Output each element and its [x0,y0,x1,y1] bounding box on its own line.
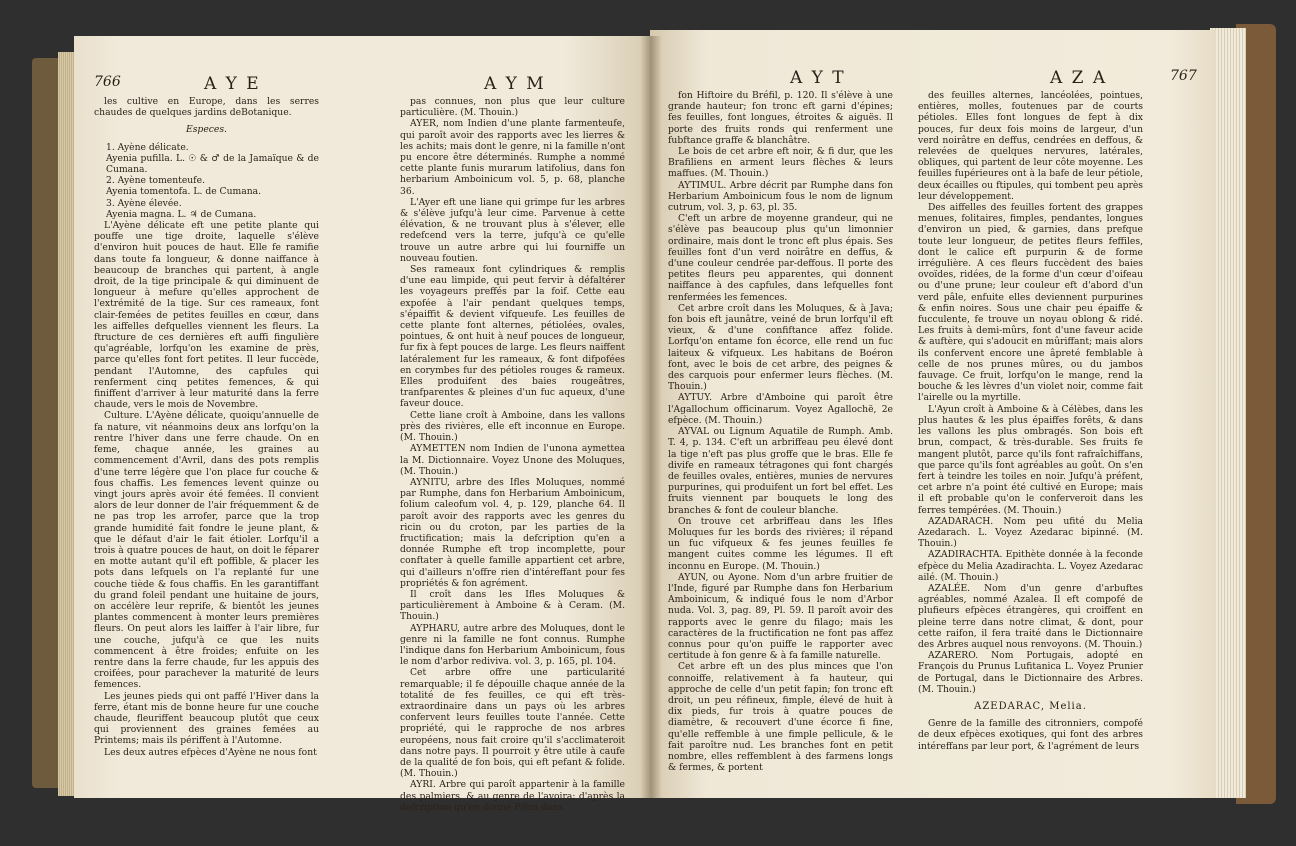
text-paragraph: 3. Ayène élevée. [106,197,182,209]
text-paragraph: 2. Ayène tomenteufe. [106,175,205,187]
text-paragraph: AYPHARU, autre arbre des Moluques, dont le genre ni la famille ne font connus. Rumphe l'indique dans fon Herbarium Amboinicum, fous le nom d'arbor rediviva. vol. 3, p. 165, pl. 104. [400,622,625,668]
text-paragraph: Le bois de cet arbre eft noir, & fi dur, que les Brafiliens en arment leurs flèches & leurs maffues. (M. Thouin.) [668,146,893,180]
text-paragraph: AYER, nom Indien d'une plante farmenteufe, qui paroît avoir des rapports avec les lierres & les achits; mais dont le genre, ni la famille n'ont pu encore être déterminés. Rumphe a nommé cette plante funis murarum latifolius, dans fon herbarium Amboinicum vol. 5, p. 68, planche 36. [400,118,625,197]
text-paragraph: AYTUY. Arbre d'Amboine qui paroît être l'Agallochum officinarum. Voyez Agallochë, 2e efpèce. (M. Thouin.) [668,392,893,426]
text-paragraph: On trouve cet arbriffeau dans les Ifles Moluques fur les bords des rivières; il répand un fuc vifqueux & fes jeunes feuilles fe mangent cuites comme les légumes. Il eft inconnu en Europe. (M. Thouin.) [668,515,893,572]
text-paragraph: fon Hiftoire du Bréfil, p. 120. Il s'élève à une grande hauteur; fon tronc eft garni d'épines; fes feuilles, font longues, étroites & aiguës. Il porte des fruits ronds qui renferment une fubftance graffe & blanchâtre. [668,90,893,146]
page-number-left: 766 [94,74,121,90]
text-paragraph: AYRI. Arbre qui paroît appartenir à la famille des palmiers, & au genre de l'avoira; d'après la defcription qu'en donne Pifon dans [400,779,625,813]
text-paragraph: L'Ayun croît à Amboine & à Célèbes, dans les plus hautes & les plus épaiffes forêts, & dans les vallons les plus ombragés. Son bois eft brun, compact, & très-durable. Ses fruits fe mangent plutôt, parce qu'ils font rafraîchiffans, que parce qu'ils font agréables au goût. On s'en fert à teindre les toiles en noir. Jufqu'à préfent, cet arbre n'a point été cultivé en Europe; mais il eft probable qu'on le conferveroit dans les ferres tempérées. (M. Thouin.) [918,403,1143,516]
text-paragraph: Il croît dans les Ifles Moluques & particulièrement à Amboine & à Ceram. (M. Thouin.) [400,588,625,623]
text-paragraph: AYTIMUL. Arbre décrit par Rumphe dans fon Herbarium Amboinicum fous le nom de lignum cutrum, vol. 3, p. 63, pl. 35. [668,179,893,214]
running-header-right: A Y M [484,74,546,94]
text-paragraph: L'Ayer eft une liane qui grimpe fur les arbres & s'élève jufqu'à leur cime. Parvenue à cette élévation, & ne trouvant plus à s'élever, elle redefcend vers la terre, jufqu'à ce qu'elle trouve un autre arbre qui lui fourniffe un nouveau foutien. [400,196,625,264]
text-paragraph: AYNITU, arbre des Ifles Moluques, nommé par Rumphe, dans fon Herbarium Amboinicum, folium caleofum vol. 4, p. 129, planche 64. Il paroît avoir des rapports avec les genres du ricin ou du croton, par les parties de la fructification; mais la defcription qu'en a donnée Rumphe eft trop incomplette, pour conftater à quelle famille appartient cet arbre, qui d'ailleurs n'offre rien d'intéreffant pour fes propriétés & fon agrément. [400,476,625,589]
running-header-left: A Y E [204,74,261,94]
text-paragraph: Genre de la famille des citronniers, compofé de deux efpèces exotiques, qui font des arbres intéreffans par leur port, & l'agrément de leurs [918,718,1143,752]
text-paragraph: des feuilles alternes, lancéolées, pointues, entières, molles, foutenues par de courts pétioles. Elles font longues de fept à dix pouces, fur deux fois moins de largeur, d'un verd noirâtre en deffus, cendrées en deffous, & relevées de quelques nervures, latérales, obliques, qui partent de leur côte moyenne. Les feuilles fupérieures ont à la bafe de leur pétiole, deux écailles ou ftipules, qui tombent peu après leur développement. [918,90,1143,202]
text-paragraph: Des aiffelles des feuilles fortent des grappes menues, folitaires, fimples, pendantes, longues d'environ un pied, & garnies, dans prefque toute leur longueur, de petites fleurs feffiles, dont le calice eft purpurin & de forme irrégulière. A ces fleurs fuccèdent des baies ovoïdes, ridées, de la forme d'un cœur d'oifeau ou d'une prune; leur couleur eft d'abord d'un verd pâle, enfuite elles deviennent purpurines & enfin noires. Sous une chair peu épaiffe & fucculente, fe trouve un noyau oblong & ridé. Les fruits à demi-mûrs, font d'une faveur acide & auftère, qui s'adoucit en mûriffant; mais alors ils confervent encore une âpreté femblable à celle de nos prunes mûres, ou du jambos fauvage. Ce fruit, lorfqu'on le mange, rend la bouche & les lèvres d'un violet noir, comme fait l'airelle ou la myrtille. [918,202,1143,404]
left-page-column-2 [400,96,625,813]
book-gutter [640,36,662,798]
text-paragraph: Ayenia pufilla. L. ☉ & ♂ de la Jamaïque & de Cumana. [106,152,319,176]
text-paragraph: Especes. [186,124,227,136]
text-paragraph: Les jeunes pieds qui ont paffé l'Hiver dans la ferre, étant mis de bonne heure fur une couche chaude, fleuriffent beaucoup plutôt que ceux qui proviennent des graines femées au Printems; mais ils périffent à l'Automne. [94,690,319,747]
text-paragraph: Cet arbre offre une particularité remarquable; il fe dépouille chaque année de la totalité de fes feuilles, ce qui eft très-extraordinaire dans un pays où les arbres confervent leurs feuilles toute l'année. Cette propriété, qui le rapproche de nos arbres européens, nous fait croire qu'il s'acclimateroit dans notre pays. Il pourroit y être utile à caufe de la qualité de fon bois, qui eft pefant & folide. (M. Thouin.) [400,667,625,780]
right-page [650,30,1216,798]
text-paragraph: Les deux autres efpèces d'Ayène ne nous font [104,746,317,758]
text-paragraph: Ayenia magna. L. ♃ de Cumana. [106,208,257,220]
text-paragraph: AZADARACH. Nom peu ufité du Melia Azedarach. L. Voyez Azedarac bipinné. (M. Thouin.) [918,515,1143,550]
text-paragraph: L'Ayène délicate eft une petite plante qui pouffe une tige droite, laquelle s'élève d'environ huit pouces de haut. Elle fe ramifie dans toute fa longueur, & donne naiffance à beaucoup de branches qui partent, à angle droit, de la tige principale & qui diminuent de longueur à mefure qu'elles approchent de l'extrémité de la tige. Sur ces rameaux, font clair-femées de petites feuilles en cœur, dans les aiffelles defquelles viennent les fleurs. La ftructure de ces dernières eft auffi fingulière qu'agréable, lorfqu'on les examine de près, parce qu'elles font fort petites. Il leur fuccède, pendant l'Automne, des capfules qui renferment cinq petites femences, & qui finiffent d'arriver à leur maturité dans la ferre chaude, vers le mois de Novembre. [94,220,319,411]
text-paragraph: AZALÉE. Nom d'un genre d'arbuftes agréables, nommé Azalea. Il eft compofé de plufieurs efpèces étrangères, qui croiffent en pleine terre dans notre climat, & dont, pour cette raifon, il fera traité dans le Dictionnaire des Arbres auquel nous renvoyons. (M. Thouin.) [918,582,1143,650]
text-paragraph: les cultive en Europe, dans les serres chaudes de quelques jardins deBotanique. [94,96,319,119]
page-number-right: 767 [1170,68,1197,84]
left-page-column-1 [94,96,319,758]
text-paragraph: AYVAL ou Lignum Aquatile de Rumph. Amb. T. 4, p. 134. C'eft un arbriffeau peu élevé dont la tige n'eft pas plus groffe que le bras. Elle fe divife en rameaux tétragones qui font chargés de feuilles ovales, entières, munies de nervures purpurines, qui produifent un fort bel effet. Les fruits viennent par bouquets le long des branches & font de couleur blanche. [668,426,893,516]
right-page-column-2 [918,90,1143,752]
left-page [74,36,650,813]
right-page-column-1 [668,90,893,773]
text-paragraph: Cet arbre croît dans les Moluques, & à Java; fon bois eft jaunâtre, veiné de brun lorfqu'il eft vieux, & d'une confiftance affez folide. Lorfqu'on entame fon écorce, elle rend un fuc laiteux & vifqueux. Les habitans de Boéron font, avec le bois de cet arbre, des peignes & des carquois pour enfermer leurs flèches. (M. Thouin.) [668,302,893,393]
text-paragraph: AYMETTEN nom Indien de l'unona aymettea la M. Dictionnaire. Voyez Unone des Moluques, (M. Thouin.) [400,443,625,477]
text-paragraph: AYUN, ou Ayone. Nom d'un arbre fruitier de l'Inde, figuré par Rumphe dans fon Herbarium Amboinicum, & indiqué fous le nom d'Arbor nuda. Vol. 3, pag. 89, Pl. 59. Il paroît avoir des rapports avec le genre du filago; mais les caractères de la fructification ne font pas affez connus pour qu'on puiffe le rapporter avec certitude à fon genre & à fa famille naturelle. [668,571,893,662]
text-paragraph: Culture. L'Ayène délicate, quoiqu'annuelle de fa nature, vit néanmoins deux ans lorfqu'on la rentre l'hiver dans une ferre chaude. On en feme, chaque année, les graines au commencement d'Avril, dans des pots remplis d'une terre légère que l'on place fur couche & fous chaffis. Les femences levent quinze ou vingt jours après avoir été femées. Il convient alors de leur donner de l'air fréquemment & de ne pas trop les arrofer, parce que la trop grande humidité fait fondre le jeune plant, & que le défaut d'air le fait étioler. Lorfqu'il a trois à quatre pouces de haut, on doit le féparer en motte autant qu'il eft poffible, & placer les pots dans lefquels on l'a replanté fur une couche tiède & fous chaffis. En les garantiffant du grand foleil pendant une huitaine de jours, on accélère leur reprife, & bientôt les jeunes plantes commencent à monter leurs premières fleurs. On peut alors les laiffer à l'air libre, fur une couche, jufqu'à ce que les nuits commencent à être froides; enfuite on les rentre dans la ferre chaude, fur les appuis des croifées, pour parachever la maturité de leurs femences. [94,410,319,691]
running-header-right: A Z A [1050,68,1108,88]
text-paragraph: AZARERO. Nom Portugais, adopté en François du Prunus Lufitanica L. Voyez Prunier de Portugal, dans le Dictionnaire des Arbres. (M. Thouin.) [918,650,1143,695]
text-paragraph: Ses rameaux font cylindriques & remplis d'une eau limpide, qui peut fervir à défaltérer les voyageurs preffés par la foif. Cette eau expofée à l'air pendant quelques temps, s'épaiffit & devient vifqueufe. Les feuilles de cette plante font alternes, pétiolées, ovales, pointues, & ont huit à neuf pouces de longueur, fur fix à fept pouces de large. Les fleurs naiffent latéralement fur les rameaux, & font difpofées en corymbes fur des pétioles rouges & rameux. Elles produifent des baies rougeâtres, tranfparentes & pleines d'un fuc aqueux, d'une faveur douce. [400,264,625,410]
text-paragraph: C'eft un arbre de moyenne grandeur, qui ne s'élève pas beaucoup plus qu'un limonnier ordinaire, mais dont le tronc eft plus épais. Ses feuilles font d'un verd noirâtre en deffus, & d'une couleur cendrée par-deffous. Il porte des petites fleurs peu apparentes, qui donnent naiffance à des capfules, dans lefquelles font renfermées les femences. [668,213,893,303]
text-paragraph: 1. Ayène délicate. [106,141,189,153]
text-paragraph: AZEDARAC, Melia. [974,700,1087,712]
text-paragraph: AZADIRACHTA. Epithète donnée à la feconde efpèce du Melia Azadirachta. L. Voyez Azedarac ailé. (M. Thouin.) [918,549,1143,583]
running-header-left: A Y T [790,68,846,88]
text-paragraph: Ayenia tomentofa. L. de Cumana. [106,186,262,198]
text-paragraph: Cette liane croît à Amboine, dans les vallons près des rivières, elle eft inconnue en Europe. (M. Thouin.) [400,409,625,444]
text-paragraph: pas connues, non plus que leur culture particulière. (M. Thouin.) [400,96,625,119]
text-paragraph: Cet arbre eft un des plus minces que l'on connoiffe, relativement à fa hauteur, qui approche de celle d'un petit fapin; fon tronc eft droit, un peu réfineux, fimple, élevé de huit à dix pieds, fur trois à quatre pouces de diamètre, & recouvert d'une écorce fi fine, qu'elle reffemble à une fimple pellicule, & le fait paroître nud. Les branches font en petit nombre, elles reffemblent à des farmens longs & fermes, & portent [668,661,893,774]
